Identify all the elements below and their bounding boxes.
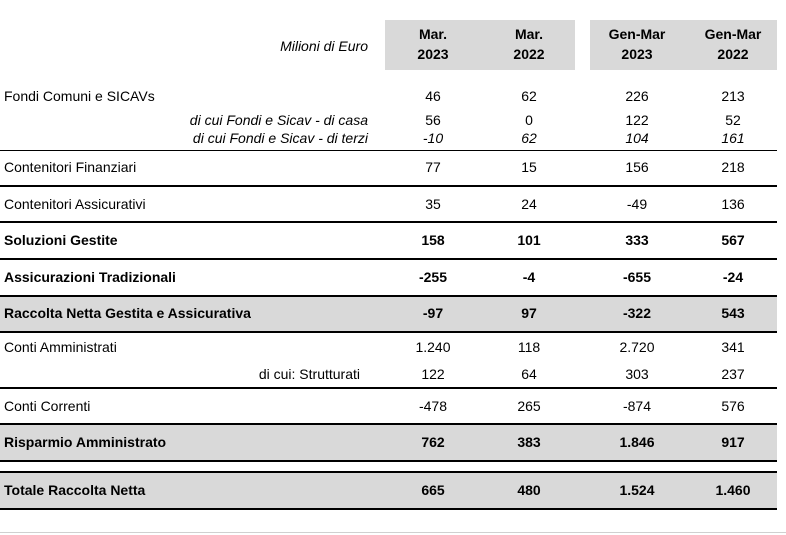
row-label: Conti Amministrati [4, 339, 117, 355]
column-header-line2: 2023 [621, 46, 653, 62]
cell-value: 213 [721, 88, 745, 104]
cell-value: 1.524 [619, 482, 655, 498]
cell-value: 122 [421, 366, 445, 382]
cell-value: 762 [421, 434, 445, 450]
cell-value: 218 [721, 159, 745, 175]
cell-value: -10 [422, 130, 444, 146]
row-divider [0, 471, 777, 473]
cell-value: 35 [425, 196, 441, 212]
cell-value: 576 [721, 398, 745, 414]
column-header-genmar-2022 [688, 24, 778, 64]
cell-value: -24 [722, 269, 744, 285]
cell-value: 77 [425, 159, 441, 175]
row-divider [0, 387, 777, 389]
column-header-line1: Mar. [514, 26, 543, 42]
cell-value: 265 [517, 398, 541, 414]
row-divider [0, 221, 777, 223]
cell-value: 383 [517, 434, 541, 450]
row-label: di cui Fondi e Sicav - di casa [189, 112, 368, 128]
column-header-mar-2023 [388, 24, 478, 64]
row-divider [0, 295, 777, 297]
cell-value: 480 [517, 482, 541, 498]
row-label: Conti Correnti [4, 398, 91, 414]
column-header-line2: 2022 [513, 46, 545, 62]
cell-value: 104 [625, 130, 649, 146]
row-label: Soluzioni Gestite [4, 232, 118, 248]
cell-value: 1.240 [415, 339, 451, 355]
row-label: Contenitori Assicurativi [4, 196, 146, 212]
row-divider [0, 460, 777, 462]
row-divider [0, 423, 777, 425]
cell-value: -874 [622, 398, 652, 414]
column-header-genmar-2023 [592, 24, 682, 64]
cell-value: 237 [721, 366, 745, 382]
row-label: di cui Fondi e Sicav - di terzi [192, 130, 368, 146]
row-label: Risparmio Amministrato [4, 434, 167, 450]
cell-value: 161 [721, 130, 745, 146]
column-header-line1: Mar. [418, 26, 447, 42]
row-divider [0, 331, 777, 333]
cell-value: 341 [721, 339, 745, 355]
cell-value: 1.846 [619, 434, 655, 450]
row-label: di cui: Strutturati [258, 366, 360, 382]
row-divider [0, 185, 777, 187]
cell-value: 665 [421, 482, 445, 498]
cell-value: -478 [418, 398, 448, 414]
cell-value: 543 [721, 305, 745, 321]
cell-value: 1.460 [715, 482, 751, 498]
cell-value: 101 [517, 232, 541, 248]
cell-value: 303 [625, 366, 649, 382]
row-divider [0, 258, 777, 260]
row-divider [0, 150, 777, 151]
cell-value: 158 [421, 232, 445, 248]
cell-value: 333 [625, 232, 649, 248]
cell-value: 156 [625, 159, 649, 175]
cell-value: 136 [721, 196, 745, 212]
cell-value: 122 [625, 112, 649, 128]
cell-value: 226 [625, 88, 649, 104]
cell-value: 15 [521, 159, 537, 175]
cell-value: 97 [521, 305, 537, 321]
cell-value: 64 [521, 366, 537, 382]
column-header-line2: 2022 [717, 46, 749, 62]
cell-value: -322 [622, 305, 652, 321]
unit-label: Milioni di Euro [280, 38, 368, 54]
cell-value: 917 [721, 434, 745, 450]
bottom-border [0, 532, 786, 533]
cell-value: 2.720 [619, 339, 655, 355]
column-header-mar-2022 [484, 24, 574, 64]
column-gap [577, 18, 589, 518]
column-header-line1: Gen-Mar [608, 26, 666, 42]
row-label: Contenitori Finanziari [4, 159, 137, 175]
row-label: Fondi Comuni e SICAVs [4, 88, 155, 104]
cell-value: 24 [521, 196, 537, 212]
cell-value: 56 [425, 112, 441, 128]
cell-value: 62 [521, 88, 537, 104]
cell-value: -4 [522, 269, 536, 285]
cell-value: 62 [521, 130, 537, 146]
row-label: Raccolta Netta Gestita e Assicurativa [4, 305, 251, 321]
column-header-line1: Gen-Mar [704, 26, 762, 42]
cell-value: -655 [622, 269, 652, 285]
cell-value: 118 [517, 339, 541, 355]
cell-value: 52 [725, 112, 741, 128]
column-header-line2: 2023 [417, 46, 449, 62]
cell-value: -49 [626, 196, 648, 212]
row-divider [0, 508, 777, 510]
cell-value: 0 [525, 112, 533, 128]
row-label: Totale Raccolta Netta [4, 482, 146, 498]
cell-value: -97 [422, 305, 444, 321]
row-label: Assicurazioni Tradizionali [4, 269, 176, 285]
cell-value: 567 [721, 232, 745, 248]
cell-value: 46 [425, 88, 441, 104]
cell-value: -255 [418, 269, 448, 285]
